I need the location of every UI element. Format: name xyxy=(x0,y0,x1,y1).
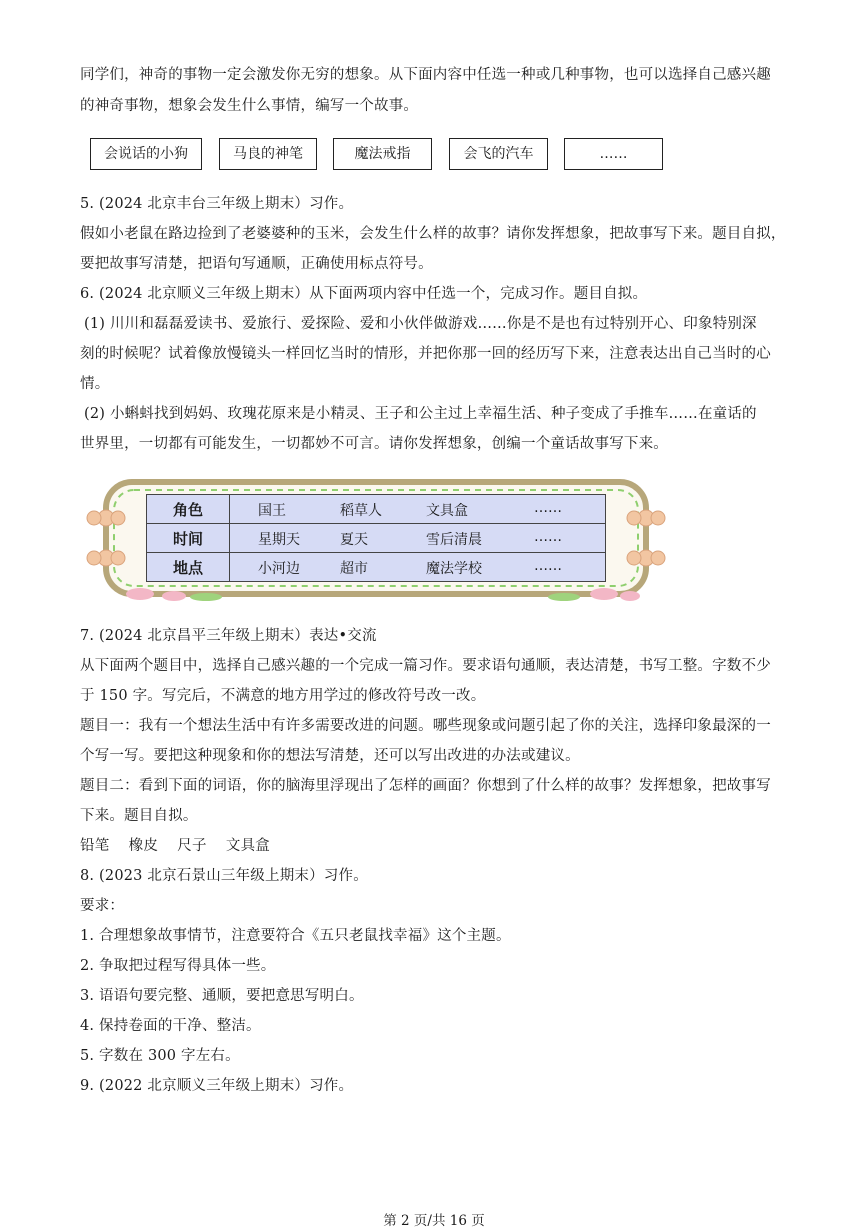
q6-p2-line-1: (2) 小蝌蚪找到妈妈、玫瑰花原来是小精灵、王子和公主过上幸福生活、种子变成了手推车……在童话的 xyxy=(84,406,757,422)
option-box-5: …… xyxy=(564,138,663,170)
story-elements-table xyxy=(146,494,606,582)
option-box-4: 会飞的汽车 xyxy=(449,138,548,170)
q5-title: 5. (2024 北京丰台三年级上期末）习作。 xyxy=(80,196,354,212)
q8-req-3: 3. 语语句要完整、通顺，要把意思写明白。 xyxy=(80,988,364,1004)
q8-req-label: 要求： xyxy=(80,898,125,914)
q6-p1-line-1: (1) 川川和磊磊爱读书、爱旅行、爱探险、爱和小伙伴做游戏……你是不是也有过特别开心、印象特别深 xyxy=(84,316,757,332)
row-head-role: 角色 xyxy=(147,495,230,524)
table-item: 星期天 xyxy=(258,532,300,548)
q7-topic1-line-1: 题目一：我有一个想法生活中有许多需要改进的问题。哪些现象或问题引起了你的关注，选择印象最深的一 xyxy=(80,718,771,734)
table-row xyxy=(147,553,606,582)
q5-line-1: 假如小老鼠在路边捡到了老婆婆种的玉米，会发生什么样的故事？请你发挥想象，把故事写下来。题目自拟， xyxy=(80,226,786,242)
table-item: 魔法学校 xyxy=(426,561,482,577)
q7-line-2: 于 150 字。写完后，不满意的地方用学过的修改符号改一改。 xyxy=(80,688,486,704)
option-box-3: 魔法戒指 xyxy=(333,138,432,170)
table-item: 夏天 xyxy=(340,532,368,548)
table-row xyxy=(147,524,606,553)
q5-line-2: 要把故事写清楚，把语句写通顺，正确使用标点符号。 xyxy=(80,256,433,272)
page-footer: 第 2 页/共 16 页 xyxy=(383,1213,485,1229)
q8-req-4: 4. 保持卷面的干净、整洁。 xyxy=(80,1018,261,1034)
table-item: 超市 xyxy=(340,561,368,577)
q7-title: 7. (2024 北京昌平三年级上期末）表达•交流 xyxy=(80,628,377,644)
q8-req-2: 2. 争取把过程写得具体一些。 xyxy=(80,958,276,974)
q9-title: 9. (2022 北京顺义三年级上期末）习作。 xyxy=(80,1078,354,1094)
table-item: 稻草人 xyxy=(340,503,382,519)
row-head-place: 地点 xyxy=(147,553,230,582)
option-box-1: 会说话的小狗 xyxy=(90,138,202,170)
q6-title: 6. (2024 北京顺义三年级上期末）从下面两项内容中任选一个，完成习作。题目自拟。 xyxy=(80,286,648,302)
q8-title: 8. (2023 北京石景山三年级上期末）习作。 xyxy=(80,868,368,884)
q6-p2-line-2: 世界里，一切都有可能发生，一切都妙不可言。请你发挥想象，创编一个童话故事写下来。 xyxy=(80,436,668,452)
row-head-time: 时间 xyxy=(147,524,230,553)
q7-line-1: 从下面两个题目中，选择自己感兴趣的一个完成一篇习作。要求语句通顺，表达清楚，书写工整。字数不少 xyxy=(80,658,771,674)
table-item: 国王 xyxy=(258,503,286,519)
q6-p1-line-2: 刻的时候呢？试着像放慢镜头一样回忆当时的情形，并把你那一回的经历写下来，注意表达出自己当时的心 xyxy=(80,346,771,362)
q7-words: 铅笔 橡皮 尺子 文具盒 xyxy=(80,838,271,854)
q8-req-1: 1. 合理想象故事情节，注意要符合《五只老鼠找幸福》这个主题。 xyxy=(80,928,511,944)
intro-line-1: 同学们，神奇的事物一定会激发你无穷的想象。从下面内容中任选一种或几种事物，也可以选择自己感兴趣 xyxy=(80,67,771,83)
table-item: …… xyxy=(534,558,562,574)
q8-req-5: 5. 字数在 300 字左右。 xyxy=(80,1048,240,1064)
q7-topic2-line-1: 题目二：看到下面的词语，你的脑海里浮现出了怎样的画面？你想到了什么样的故事？发挥想象，把故事写 xyxy=(80,778,771,794)
option-box-2: 马良的神笔 xyxy=(219,138,317,170)
table-item: …… xyxy=(534,500,562,516)
table-item: 雪后清晨 xyxy=(426,532,482,548)
table-item: 文具盒 xyxy=(426,503,468,519)
q6-p1-line-3: 情。 xyxy=(80,376,110,392)
table-item: 小河边 xyxy=(258,561,300,577)
intro-line-2: 的神奇事物，想象会发生什么事情，编写一个故事。 xyxy=(80,98,419,114)
table-item: …… xyxy=(534,529,562,545)
q7-topic1-line-2: 个写一写。要把这种现象和你的想法写清楚，还可以写出改进的办法或建议。 xyxy=(80,748,580,764)
table-row xyxy=(147,495,606,524)
q7-topic2-line-2: 下来。题目自拟。 xyxy=(80,808,198,824)
